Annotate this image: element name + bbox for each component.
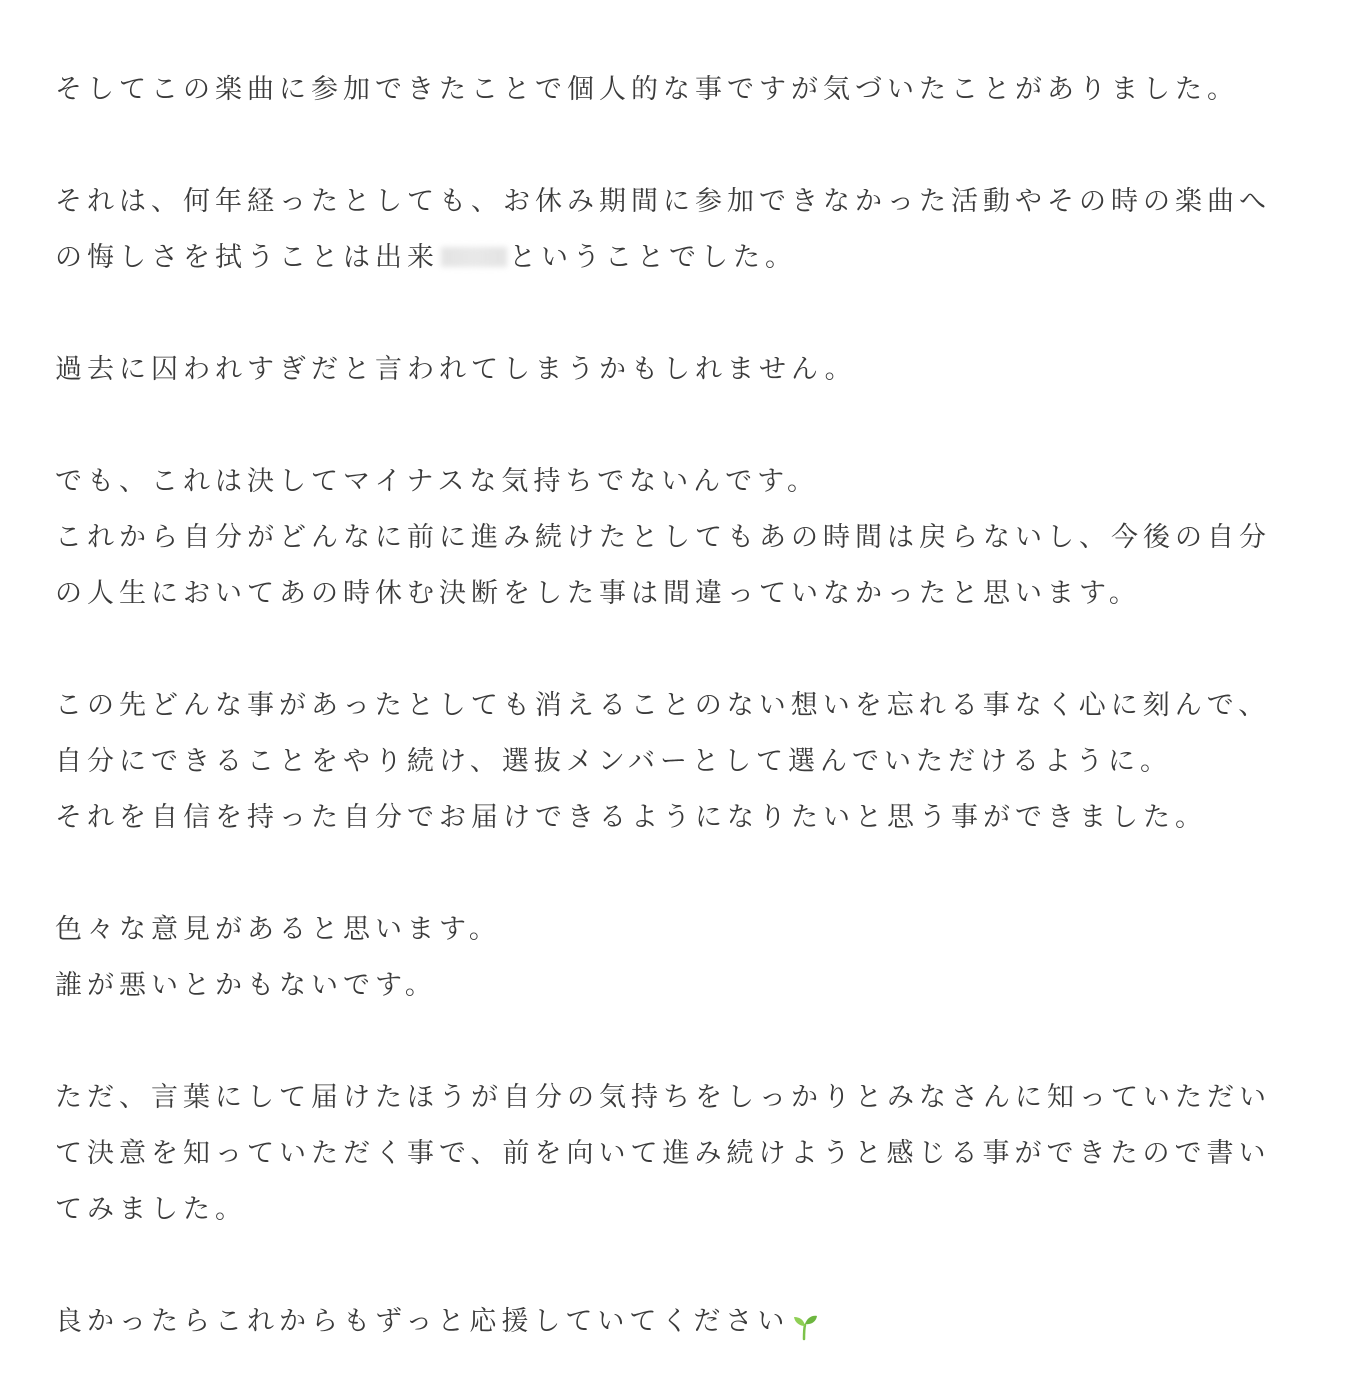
paragraph [55, 902, 1305, 1014]
article-body [55, 62, 1305, 1350]
paragraph [55, 174, 1305, 286]
text-segment: 良かったらこれからもずっと応援していてください [55, 1306, 790, 1337]
text-line: この先どんな事があったとしても消えることのない想いを忘れる事なく心に刻んで、 [55, 690, 1271, 721]
sprout-icon [791, 1305, 819, 1333]
text-line: 色々な意見があると思います。 [55, 914, 501, 945]
text-segment: の悔しさを拭うことは出来 [55, 242, 439, 273]
text-line [55, 1294, 1305, 1350]
text-line: て決意を知っていただく事で、前を向いて進み続けようと感じる事ができたので書い [55, 1138, 1271, 1169]
redacted-text [441, 247, 507, 267]
text-line: でも、これは決してマイナスな気持ちでないんです。 [55, 466, 819, 497]
text-line: それは、何年経ったとしても、お休み期間に参加できなかった活動やその時の楽曲へ [55, 186, 1271, 217]
text-line: 誰が悪いとかもないです。 [55, 970, 437, 1001]
paragraph [55, 342, 1305, 398]
text-line: ただ、言葉にして届けたほうが自分の気持ちをしっかりとみなさんに知っていただい [55, 1082, 1271, 1113]
paragraph [55, 678, 1305, 846]
text-line: 自分にできることをやり続け、選抜メンバーとして選んでいただけるように。 [55, 746, 1173, 777]
text-line: 過去に囚われすぎだと言われてしまうかもしれません。 [55, 354, 857, 385]
paragraph [55, 62, 1305, 118]
text-line [55, 230, 1305, 286]
text-line: それを自信を持った自分でお届けできるようになりたいと思う事ができました。 [55, 802, 1207, 833]
text-line: の人生においてあの時休む決断をした事は間違っていなかったと思います。 [55, 578, 1141, 609]
paragraph [55, 1070, 1305, 1238]
text-segment: ということでした。 [509, 242, 797, 273]
text-line: てみました。 [55, 1194, 247, 1225]
paragraph [55, 454, 1305, 622]
text-line: そしてこの楽曲に参加できたことで個人的な事ですが気づいたことがありました。 [55, 74, 1239, 105]
text-line: これから自分がどんなに前に進み続けたとしてもあの時間は戻らないし、今後の自分 [55, 522, 1271, 553]
paragraph [55, 1294, 1305, 1350]
